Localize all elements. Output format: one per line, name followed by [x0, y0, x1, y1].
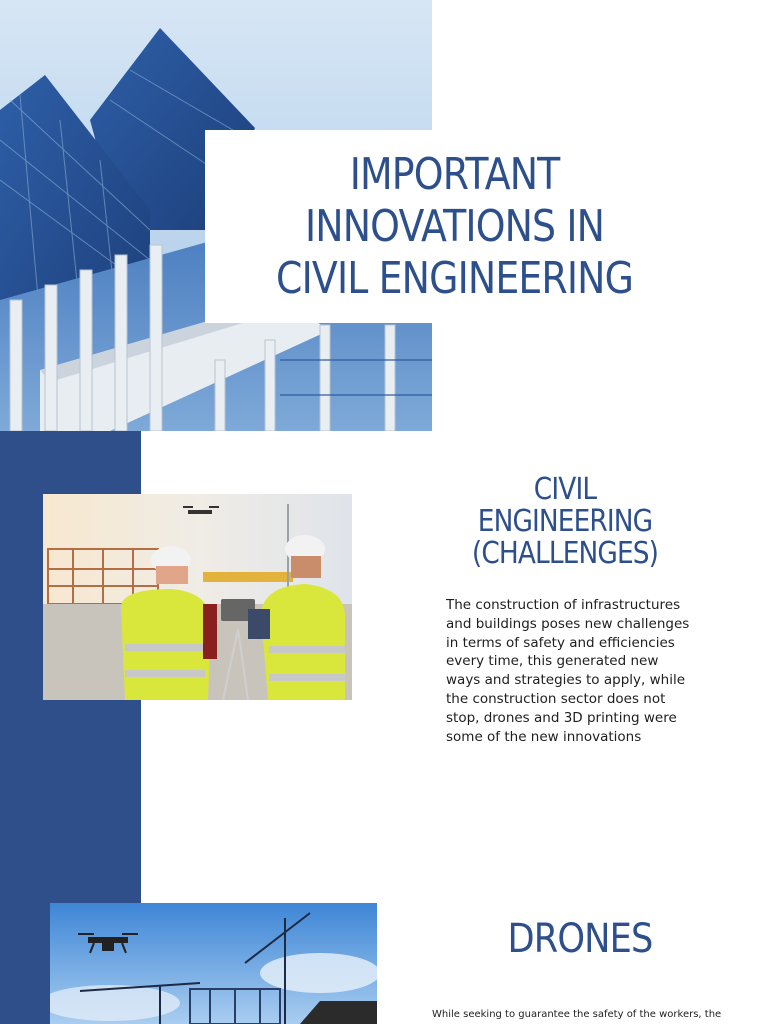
title-line-1: IMPORTANT [350, 148, 560, 200]
drones-heading: DRONES [507, 916, 653, 962]
challenges-heading-line-2: ENGINEERING [477, 504, 653, 539]
challenges-heading-line-3: (CHALLENGES) [471, 536, 659, 571]
challenges-heading-line-1: CIVIL [533, 472, 597, 507]
challenges-heading [455, 474, 675, 570]
challenges-body: The construction of infrastructures and buildings poses new challenges in terms of safety and efficiencies every time, this generated new ways and strategies to apply, while the construction sector does not stop, drones and 3D printing were some of the new innovations [446, 597, 690, 745]
drones-body: While seeking to guarantee the safety of the workers, the [432, 1009, 722, 1020]
drone-cranes-photo [50, 903, 377, 1024]
workers-photo [43, 494, 352, 700]
title-line-2: INNOVATIONS IN [305, 200, 605, 252]
title-card [205, 130, 705, 323]
page-title [276, 149, 633, 305]
title-line-3: CIVIL ENGINEERING [276, 252, 634, 304]
